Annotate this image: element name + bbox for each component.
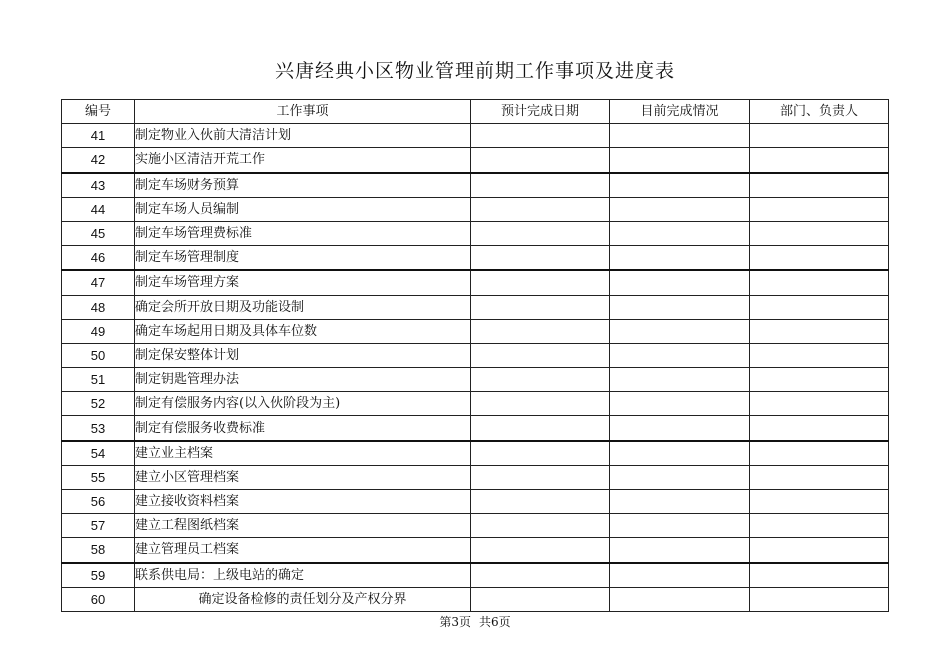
row-status bbox=[610, 124, 750, 148]
row-number: 56 bbox=[62, 490, 135, 514]
table-row bbox=[62, 343, 889, 367]
row-status bbox=[610, 441, 750, 466]
table-row bbox=[62, 490, 889, 514]
table-row bbox=[62, 295, 889, 319]
row-planned-date bbox=[471, 465, 610, 489]
header-planned-date: 预计完成日期 bbox=[471, 100, 610, 124]
row-number: 49 bbox=[62, 319, 135, 343]
row-status bbox=[610, 368, 750, 392]
row-number: 48 bbox=[62, 295, 135, 319]
page-title: 兴唐经典小区物业管理前期工作事项及进度表 bbox=[274, 60, 675, 82]
row-item: 制定车场管理方案 bbox=[135, 270, 471, 295]
table-row bbox=[62, 538, 889, 563]
row-owner bbox=[750, 514, 889, 538]
row-planned-date bbox=[471, 343, 610, 367]
row-item: 制定车场人员编制 bbox=[135, 197, 471, 221]
row-item: 制定钥匙管理办法 bbox=[135, 368, 471, 392]
row-item: 确定车场起用日期及具体车位数 bbox=[135, 319, 471, 343]
page-number: 第3页 bbox=[439, 615, 471, 629]
page-total: 共6页 bbox=[479, 615, 511, 629]
row-status bbox=[610, 343, 750, 367]
header-current-status: 目前完成情况 bbox=[610, 100, 750, 124]
row-number: 52 bbox=[62, 392, 135, 416]
row-planned-date bbox=[471, 368, 610, 392]
table-row bbox=[62, 514, 889, 538]
row-planned-date bbox=[471, 538, 610, 563]
row-item: 制定保安整体计划 bbox=[135, 343, 471, 367]
row-owner bbox=[750, 270, 889, 295]
table-row bbox=[62, 148, 889, 173]
table-row bbox=[62, 173, 889, 198]
row-item: 确定会所开放日期及功能设制 bbox=[135, 295, 471, 319]
row-owner bbox=[750, 416, 889, 441]
row-number: 54 bbox=[62, 441, 135, 466]
header-item: 工作事项 bbox=[135, 100, 471, 124]
table-row bbox=[62, 221, 889, 245]
row-item: 制定有偿服务内容(以入伙阶段为主) bbox=[135, 392, 471, 416]
row-number: 46 bbox=[62, 246, 135, 271]
table-row bbox=[62, 392, 889, 416]
row-status bbox=[610, 197, 750, 221]
table-header-row bbox=[62, 100, 889, 124]
row-status bbox=[610, 295, 750, 319]
header-number: 编号 bbox=[62, 100, 135, 124]
row-planned-date bbox=[471, 270, 610, 295]
row-owner bbox=[750, 587, 889, 611]
row-item: 建立工程图纸档案 bbox=[135, 514, 471, 538]
row-number: 59 bbox=[62, 563, 135, 588]
header-dept-owner: 部门、负责人 bbox=[750, 100, 889, 124]
table-row bbox=[62, 368, 889, 392]
row-planned-date bbox=[471, 416, 610, 441]
row-planned-date bbox=[471, 246, 610, 271]
table-row bbox=[62, 246, 889, 271]
row-planned-date bbox=[471, 587, 610, 611]
row-owner bbox=[750, 538, 889, 563]
row-status bbox=[610, 587, 750, 611]
row-number: 41 bbox=[62, 124, 135, 148]
row-item: 实施小区清洁开荒工作 bbox=[135, 148, 471, 173]
progress-table bbox=[61, 99, 889, 612]
row-owner bbox=[750, 295, 889, 319]
row-number: 43 bbox=[62, 173, 135, 198]
row-number: 60 bbox=[62, 587, 135, 611]
row-status bbox=[610, 173, 750, 198]
row-item: 确定设备检修的责任划分及产权分界 bbox=[135, 587, 471, 611]
row-number: 51 bbox=[62, 368, 135, 392]
row-planned-date bbox=[471, 319, 610, 343]
row-planned-date bbox=[471, 148, 610, 173]
table-row bbox=[62, 465, 889, 489]
row-planned-date bbox=[471, 490, 610, 514]
row-status bbox=[610, 270, 750, 295]
row-planned-date bbox=[471, 441, 610, 466]
row-status bbox=[610, 490, 750, 514]
row-owner bbox=[750, 343, 889, 367]
row-number: 42 bbox=[62, 148, 135, 173]
row-number: 53 bbox=[62, 416, 135, 441]
row-status bbox=[610, 514, 750, 538]
row-owner bbox=[750, 124, 889, 148]
row-status bbox=[610, 392, 750, 416]
row-status bbox=[610, 416, 750, 441]
row-status bbox=[610, 319, 750, 343]
row-owner bbox=[750, 490, 889, 514]
row-item: 建立业主档案 bbox=[135, 441, 471, 466]
row-owner bbox=[750, 563, 889, 588]
row-owner bbox=[750, 319, 889, 343]
row-item: 制定有偿服务收费标准 bbox=[135, 416, 471, 441]
row-owner bbox=[750, 221, 889, 245]
table-row bbox=[62, 563, 889, 588]
row-planned-date bbox=[471, 295, 610, 319]
row-planned-date bbox=[471, 563, 610, 588]
row-planned-date bbox=[471, 197, 610, 221]
row-planned-date bbox=[471, 173, 610, 198]
row-owner bbox=[750, 173, 889, 198]
table-row bbox=[62, 587, 889, 611]
row-item: 联系供电局：上级电站的确定 bbox=[135, 563, 471, 588]
row-owner bbox=[750, 465, 889, 489]
row-planned-date bbox=[471, 124, 610, 148]
row-owner bbox=[750, 441, 889, 466]
row-item: 建立管理员工档案 bbox=[135, 538, 471, 563]
table-row bbox=[62, 270, 889, 295]
row-item: 制定车场管理制度 bbox=[135, 246, 471, 271]
row-item: 制定车场财务预算 bbox=[135, 173, 471, 198]
table-row bbox=[62, 319, 889, 343]
page-footer bbox=[0, 613, 950, 630]
row-number: 50 bbox=[62, 343, 135, 367]
row-owner bbox=[750, 197, 889, 221]
table-row bbox=[62, 441, 889, 466]
row-number: 44 bbox=[62, 197, 135, 221]
row-owner bbox=[750, 148, 889, 173]
row-owner bbox=[750, 368, 889, 392]
row-status bbox=[610, 465, 750, 489]
row-status bbox=[610, 246, 750, 271]
row-number: 55 bbox=[62, 465, 135, 489]
row-owner bbox=[750, 246, 889, 271]
row-item: 制定车场管理费标准 bbox=[135, 221, 471, 245]
row-planned-date bbox=[471, 514, 610, 538]
row-number: 57 bbox=[62, 514, 135, 538]
row-status bbox=[610, 563, 750, 588]
row-owner bbox=[750, 392, 889, 416]
row-status bbox=[610, 148, 750, 173]
row-planned-date bbox=[471, 392, 610, 416]
table-row bbox=[62, 124, 889, 148]
row-number: 45 bbox=[62, 221, 135, 245]
table-row bbox=[62, 416, 889, 441]
row-item: 制定物业入伙前大清洁计划 bbox=[135, 124, 471, 148]
table-row bbox=[62, 197, 889, 221]
row-number: 58 bbox=[62, 538, 135, 563]
row-number: 47 bbox=[62, 270, 135, 295]
row-planned-date bbox=[471, 221, 610, 245]
row-item: 建立接收资料档案 bbox=[135, 490, 471, 514]
row-status bbox=[610, 221, 750, 245]
row-item: 建立小区管理档案 bbox=[135, 465, 471, 489]
row-status bbox=[610, 538, 750, 563]
